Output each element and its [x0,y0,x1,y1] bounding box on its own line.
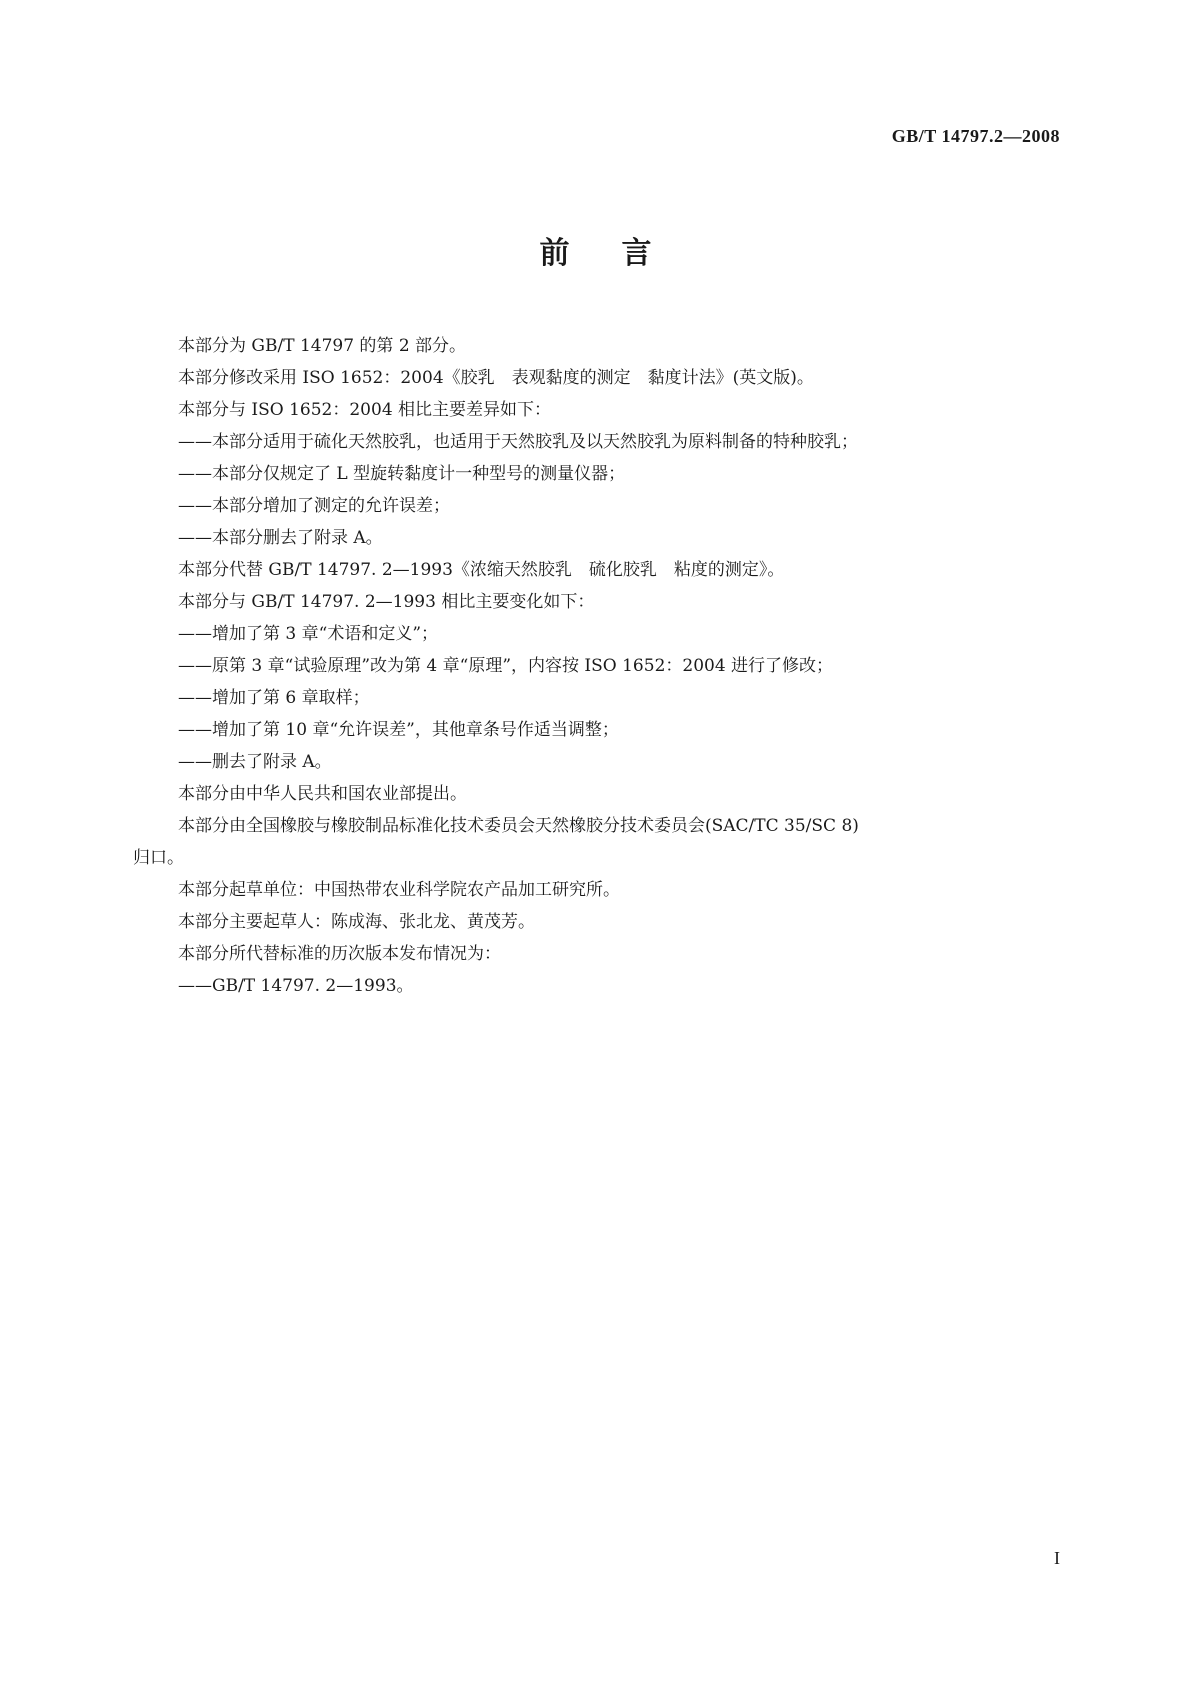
paragraph-line-2: 归口。 [133,848,184,868]
page-title [0,228,1191,272]
paragraph-line-1: 本部分由全国橡胶与橡胶制品标准化技术委员会天然橡胶分技术委员会(SAC/TC 35/SC 8) [178,816,859,836]
page-title-char-1: 前 [539,236,570,271]
list-item: ——删去了附录 A。 [178,752,332,772]
paragraph: 本部分由中华人民共和国农业部提出。 [178,784,467,804]
paragraph: 本部分与 GB/T 14797. 2—1993 相比主要变化如下： [178,592,595,612]
page-title-char-2: 言 [621,236,652,271]
paragraph: 本部分代替 GB/T 14797. 2—1993《浓缩天然胶乳 硫化胶乳 粘度的测定》。 [178,560,785,580]
standard-code: GB/T 14797.2—2008 [891,126,1060,146]
list-item: ——本部分适用于硫化天然胶乳，也适用于天然胶乳及以天然胶乳为原料制备的特种胶乳； [178,432,858,452]
paragraph: 本部分主要起草人：陈成海、张北龙、黄茂芳。 [178,912,535,932]
list-item: ——本部分仅规定了 L 型旋转黏度计一种型号的测量仪器； [178,464,626,484]
list-item: ——增加了第 6 章取样； [178,688,370,708]
paragraph: 本部分与 ISO 1652：2004 相比主要差异如下： [178,400,552,420]
list-item: ——本部分增加了测定的允许误差； [178,496,450,516]
list-item: ——本部分删去了附录 A。 [178,528,383,548]
foreword-body [133,330,1063,1002]
list-item: ——原第 3 章“试验原理”改为第 4 章“原理”，内容按 ISO 1652：2004 进行了修改； [178,656,834,676]
paragraph: 本部分为 GB/T 14797 的第 2 部分。 [178,336,467,356]
paragraph: 本部分所代替标准的历次版本发布情况为： [178,944,501,964]
page-number: I [1054,1548,1060,1568]
paragraph: 本部分起草单位：中国热带农业科学院农产品加工研究所。 [178,880,620,900]
list-item: ——GB/T 14797. 2—1993。 [178,976,414,996]
list-item: ——增加了第 3 章“术语和定义”； [178,624,439,644]
paragraph: 本部分修改采用 ISO 1652：2004《胶乳 表观黏度的测定 黏度计法》(英文版)。 [178,368,814,388]
list-item: ——增加了第 10 章“允许误差”，其他章条号作适当调整； [178,720,619,740]
